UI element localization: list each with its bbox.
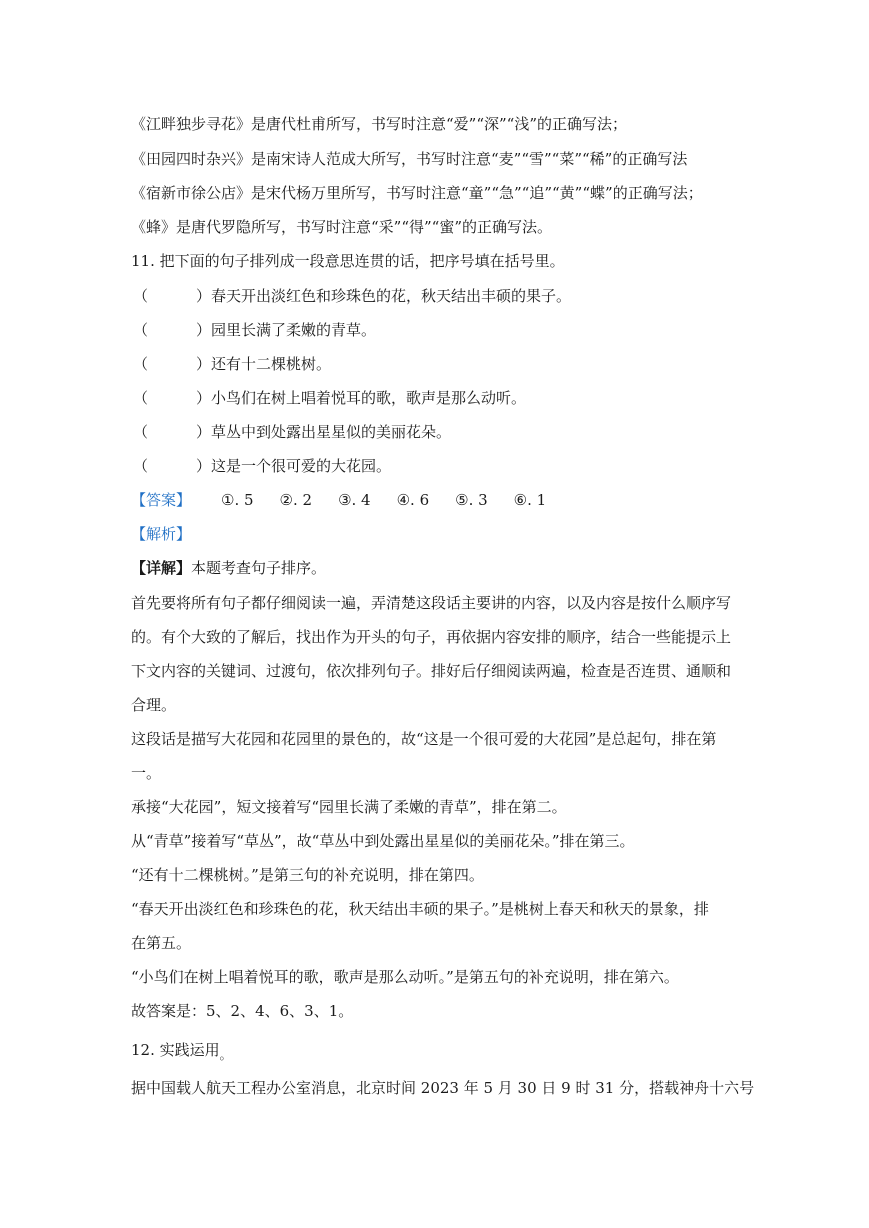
explanation-line-12: “小鸟们在树上唱着悦耳的歌，歌声是那么动听。”是第五句的补充说明，排在第六。 <box>131 968 679 986</box>
paren-close: ） <box>196 423 212 441</box>
paren-close: ） <box>196 389 212 407</box>
sentence-text: 小鸟们在树上唱着悦耳的歌，歌声是那么动听。 <box>211 389 527 407</box>
explanation-line-2: 的。有个大致的了解后，找出作为开头的句子，再依据内容安排的顺序，结合一些能提示上 <box>131 628 732 646</box>
answer-3: ③. 4 <box>338 491 371 509</box>
q11-item-4 <box>133 388 753 408</box>
answer-1: ①. 5 <box>221 491 254 509</box>
q11-item-6 <box>133 456 753 476</box>
answer-2: ②. 2 <box>279 491 313 509</box>
analysis-label: 【解析】 <box>131 525 192 543</box>
explanation-line-10: “春天开出淡红色和珍珠色的花，秋天结出丰硕的果子。”是桃树上春天和秋天的景象，排 <box>131 900 709 918</box>
explanation-line-11: 在第五。 <box>131 934 192 952</box>
explanation-line-6: 一。 <box>131 764 162 782</box>
paren-close: ） <box>196 355 212 373</box>
detail-line <box>131 558 751 578</box>
q12-title-mark: 。 <box>219 1048 232 1062</box>
q11-item-3 <box>133 354 753 374</box>
detail-label: 【详解】 <box>131 559 192 577</box>
explanation-line-1: 首先要将所有句子都仔细阅读一遍，弄清楚这段话主要讲的内容，以及内容是按什么顺序写 <box>131 594 732 612</box>
explanation-line-13: 故答案是：5、2、4、6、3、1。 <box>131 1002 354 1020</box>
q12-title-text: 12. 实践运用 <box>131 1041 220 1059</box>
answer-4: ④. 6 <box>396 491 430 509</box>
q11-item-2 <box>133 320 753 340</box>
answer-label: 【答案】 <box>131 491 192 509</box>
sentence-text: 还有十二棵桃树。 <box>211 355 332 373</box>
answer-5: ⑤. 3 <box>455 491 488 509</box>
explanation-line-3: 下文内容的关键词、过渡句，依次排列句子。排好后仔细阅读两遍，检查是否连贯、通顺和 <box>131 662 732 680</box>
intro-line-4: 《蜂》是唐代罗隐所写，书写时注意“采”“得”“蜜”的正确写法。 <box>131 218 553 236</box>
paren-open: （ <box>133 389 149 407</box>
paren-open: （ <box>133 457 149 475</box>
paren-open: （ <box>133 423 149 441</box>
explanation-line-7: 承接“大花园”，短文接着写“园里长满了柔嫩的青草”，排在第二。 <box>131 798 567 816</box>
q12-text-line: 据中国载人航天工程办公室消息，北京时间 2023 年 5 月 30 日 9 时 31 分，搭载神舟十六号 <box>131 1079 755 1097</box>
detail-text: 本题考查句子排序。 <box>191 559 327 577</box>
paren-open: （ <box>133 287 149 305</box>
q11-item-1 <box>133 286 753 306</box>
answer-6: ⑥. 1 <box>513 491 547 509</box>
q11-item-5 <box>133 422 753 442</box>
explanation-line-4: 合理。 <box>131 696 177 714</box>
question-11-title: 11. 把下面的句子排列成一段意思连贯的话，把序号填在括号里。 <box>131 252 565 270</box>
sentence-text: 园里长满了柔嫩的青草。 <box>211 321 377 339</box>
explanation-line-8: 从“青草”接着写“草丛”，故“草丛中到处露出星星似的美丽花朵。”排在第三。 <box>131 832 635 850</box>
paren-open: （ <box>133 355 149 373</box>
intro-line-2: 《田园四时杂兴》是南宋诗人范成大所写，书写时注意“麦”“雪”“菜”“稀”的正确写法 <box>131 150 688 168</box>
paren-open: （ <box>133 321 149 339</box>
paren-close: ） <box>196 457 212 475</box>
paren-close: ） <box>196 321 212 339</box>
sentence-text: 这是一个很可爱的大花园。 <box>211 457 392 475</box>
sentence-text: 春天开出淡红色和珍珠色的花，秋天结出丰硕的果子。 <box>211 287 572 305</box>
explanation-line-5: 这段话是描写大花园和花园里的景色的，故“这是一个很可爱的大花园”是总起句，排在第 <box>131 730 717 748</box>
intro-line-3: 《宿新市徐公店》是宋代杨万里所写，书写时注意“童”“急”“追”“黄”“蝶”的正确写法； <box>131 184 703 202</box>
paren-close: ） <box>196 287 212 305</box>
intro-line-1: 《江畔独步寻花》是唐代杜甫所写，书写时注意“爱”“深”“浅”的正确写法； <box>131 115 628 133</box>
sentence-text: 草丛中到处露出星星似的美丽花朵。 <box>211 423 452 441</box>
answer-row <box>131 490 751 510</box>
question-12-title <box>131 1040 751 1065</box>
explanation-line-9: “还有十二棵桃树。”是第三句的补充说明，排在第四。 <box>131 866 484 884</box>
